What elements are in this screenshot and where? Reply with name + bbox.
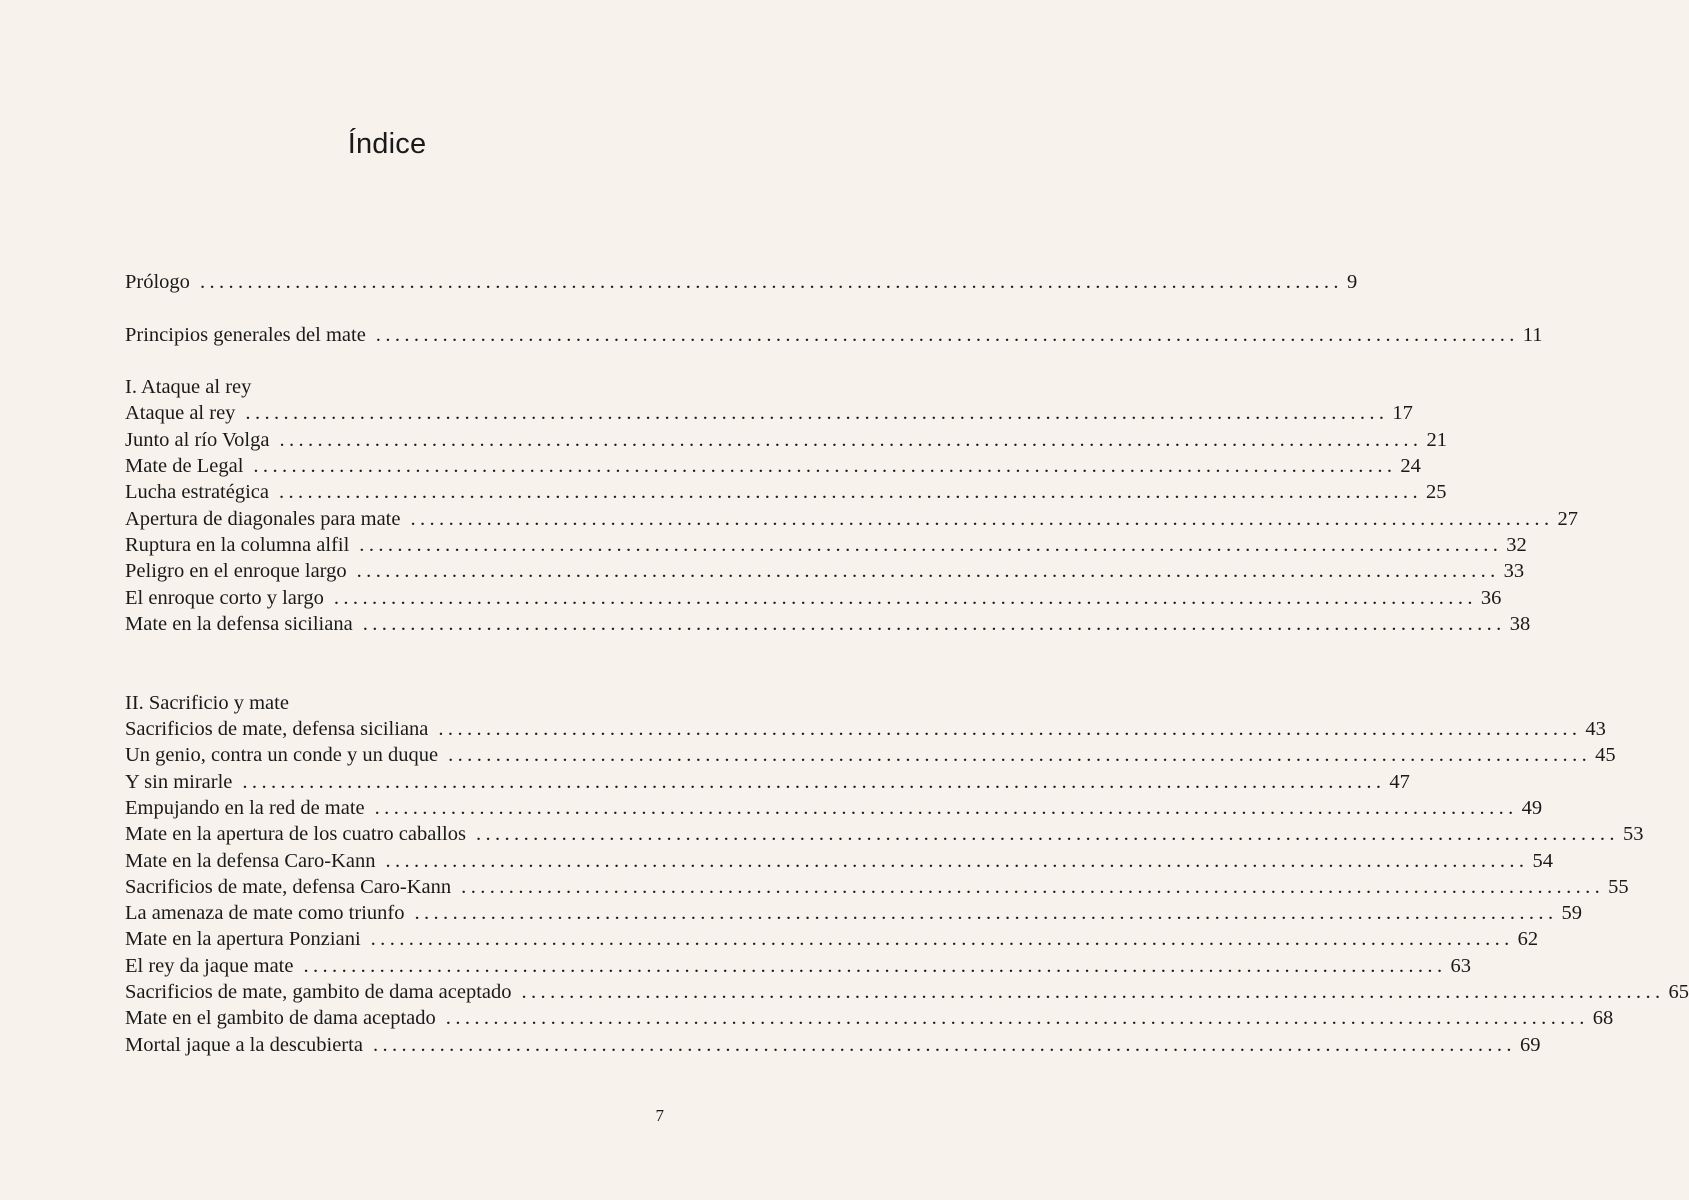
- dot-leader: ........................................................................................................................: [521, 981, 1665, 1004]
- toc-entry-page: 53: [1622, 823, 1644, 846]
- dot-leader: ........................................................................................................................: [461, 875, 1605, 898]
- toc-entry-label: Prólogo: [125, 271, 190, 293]
- toc-entry-label: Mate en la apertura de los cuatro caballos: [125, 823, 466, 846]
- toc-entry: [125, 1005, 1614, 1031]
- toc-entry-page: 43: [1585, 718, 1606, 741]
- toc-entry: [125, 427, 1447, 453]
- toc-entry-page: 59: [1561, 902, 1582, 925]
- toc-entry: [125, 453, 1421, 479]
- toc-entry-label: La amenaza de mate como triunfo: [125, 902, 405, 925]
- dot-leader: ........................................................................................................................: [375, 323, 1519, 346]
- dot-leader: ........................................................................................................................: [372, 1033, 1516, 1056]
- toc-entry-page: 55: [1608, 875, 1629, 898]
- toc-entry-label: Principios generales del mate: [125, 323, 366, 346]
- toc-entry: [125, 742, 1616, 768]
- dot-leader: ........................................................................................................................: [445, 1007, 1589, 1030]
- dot-leader: ........................................................................................................................: [253, 455, 1397, 478]
- toc-entry-page: 45: [1595, 744, 1616, 767]
- toc-entry-label: Mate en la defensa siciliana: [125, 612, 353, 635]
- dot-leader: ........................................................................................................................: [333, 586, 1477, 609]
- toc-entry-page: 54: [1532, 849, 1553, 872]
- toc-entry-page: 9: [1346, 271, 1358, 293]
- dot-leader: ........................................................................................................................: [362, 612, 1506, 635]
- toc-entry-label: El enroque corto y largo: [125, 586, 324, 609]
- toc-entry: [125, 322, 1543, 348]
- toc-entry: [125, 532, 1527, 558]
- toc-entry-label: Mate en la defensa Caro-Kann: [125, 849, 376, 872]
- toc-entry: [125, 585, 1502, 611]
- toc-entry-label: Sacrificios de mate, defensa siciliana: [125, 718, 429, 741]
- toc-entry-label: Lucha estratégica: [125, 481, 269, 504]
- toc-entry: [125, 611, 1531, 637]
- toc-entry-page: 11: [1522, 323, 1543, 346]
- toc-entry-label: Mate de Legal: [125, 455, 244, 478]
- toc-entry-page: 24: [1400, 455, 1421, 478]
- toc-entry: [125, 558, 1525, 584]
- dot-leader: ........................................................................................................................: [385, 849, 1529, 872]
- toc-entry-label: El rey da jaque mate: [125, 954, 294, 977]
- toc-entry-label: Mortal jaque a la descubierta: [125, 1033, 363, 1056]
- dot-leader: ........................................................................................................................: [356, 560, 1500, 583]
- dot-leader: ........................................................................................................................: [303, 954, 1447, 977]
- dot-leader: ........................................................................................................................: [279, 428, 1423, 451]
- dot-leader: ........................................................................................................................: [359, 533, 1503, 556]
- toc-entry-label: Ataque al rey: [125, 402, 236, 425]
- toc-entry-page: 17: [1392, 402, 1413, 425]
- table-of-contents: [125, 269, 1689, 1058]
- toc-entry: [125, 479, 1447, 505]
- toc-entry-page: 27: [1557, 507, 1578, 530]
- dot-leader: ........................................................................................................................: [278, 481, 1422, 504]
- dot-leader: ........................................................................................................................: [199, 271, 1343, 293]
- dot-leader: ........................................................................................................................: [448, 744, 1592, 767]
- page-title: Índice: [347, 128, 427, 160]
- toc-entry-page: 62: [1517, 928, 1539, 951]
- toc-entry: [125, 979, 1689, 1005]
- toc-entry-label: Mate en la apertura Ponziani: [125, 928, 361, 951]
- toc-entry-page: 36: [1480, 586, 1502, 609]
- dot-leader: ........................................................................................................................: [374, 796, 1518, 819]
- dot-leader: ........................................................................................................................: [475, 823, 1619, 846]
- toc-entry-page: 25: [1425, 481, 1447, 504]
- section-heading: II. Sacrificio y mate: [125, 691, 289, 714]
- toc-entry: [125, 1032, 1541, 1058]
- toc-entry-page: 33: [1503, 560, 1525, 583]
- toc-entry-page: 65: [1668, 981, 1689, 1004]
- toc-entry: [125, 926, 1539, 952]
- toc-entry: [125, 821, 1644, 847]
- toc-entry-page: 49: [1521, 796, 1543, 819]
- toc-entry: [125, 269, 1358, 295]
- toc-entry-page: 69: [1519, 1033, 1541, 1056]
- toc-entry: [125, 506, 1578, 532]
- toc-entry: [125, 769, 1410, 795]
- dot-leader: ........................................................................................................................: [245, 402, 1389, 425]
- page-number: 7: [655, 1106, 664, 1125]
- toc-entry-label: Peligro en el enroque largo: [125, 560, 347, 583]
- toc-entry-label: Empujando en la red de mate: [125, 796, 365, 819]
- dot-leader: ........................................................................................................................: [242, 770, 1386, 793]
- toc-entry-label: Sacrificios de mate, defensa Caro-Kann: [125, 875, 452, 898]
- toc-entry: [125, 900, 1582, 926]
- toc-entry-page: 63: [1450, 954, 1471, 977]
- toc-entry-label: Mate en el gambito de dama aceptado: [125, 1007, 436, 1030]
- toc-entry: [125, 716, 1606, 742]
- dot-leader: ........................................................................................................................: [370, 928, 1514, 951]
- toc-entry-page: 21: [1426, 428, 1447, 451]
- toc-entry: [125, 953, 1471, 979]
- toc-entry-label: Un genio, contra un conde y un duque: [125, 744, 439, 767]
- toc-entry-page: 47: [1389, 770, 1410, 793]
- dot-leader: ........................................................................................................................: [410, 507, 1554, 530]
- section-heading: I. Ataque al rey: [125, 376, 252, 399]
- toc-entry-page: 32: [1506, 533, 1527, 556]
- toc-entry-label: Ruptura en la columna alfil: [125, 533, 350, 556]
- toc-entry-label: Y sin mirarle: [125, 770, 233, 793]
- toc-entry-label: Sacrificios de mate, gambito de dama aceptado: [125, 981, 512, 1004]
- toc-entry: [125, 795, 1543, 821]
- toc-entry-page: 68: [1592, 1007, 1614, 1030]
- dot-leader: ........................................................................................................................: [438, 718, 1582, 741]
- toc-entry-label: Apertura de diagonales para mate: [125, 507, 401, 530]
- toc-entry: [125, 848, 1553, 874]
- toc-entry: [125, 874, 1629, 900]
- toc-entry: [125, 400, 1413, 426]
- toc-entry-label: Junto al río Volga: [125, 428, 270, 451]
- toc-entry-page: 38: [1509, 612, 1531, 635]
- dot-leader: ........................................................................................................................: [414, 902, 1558, 925]
